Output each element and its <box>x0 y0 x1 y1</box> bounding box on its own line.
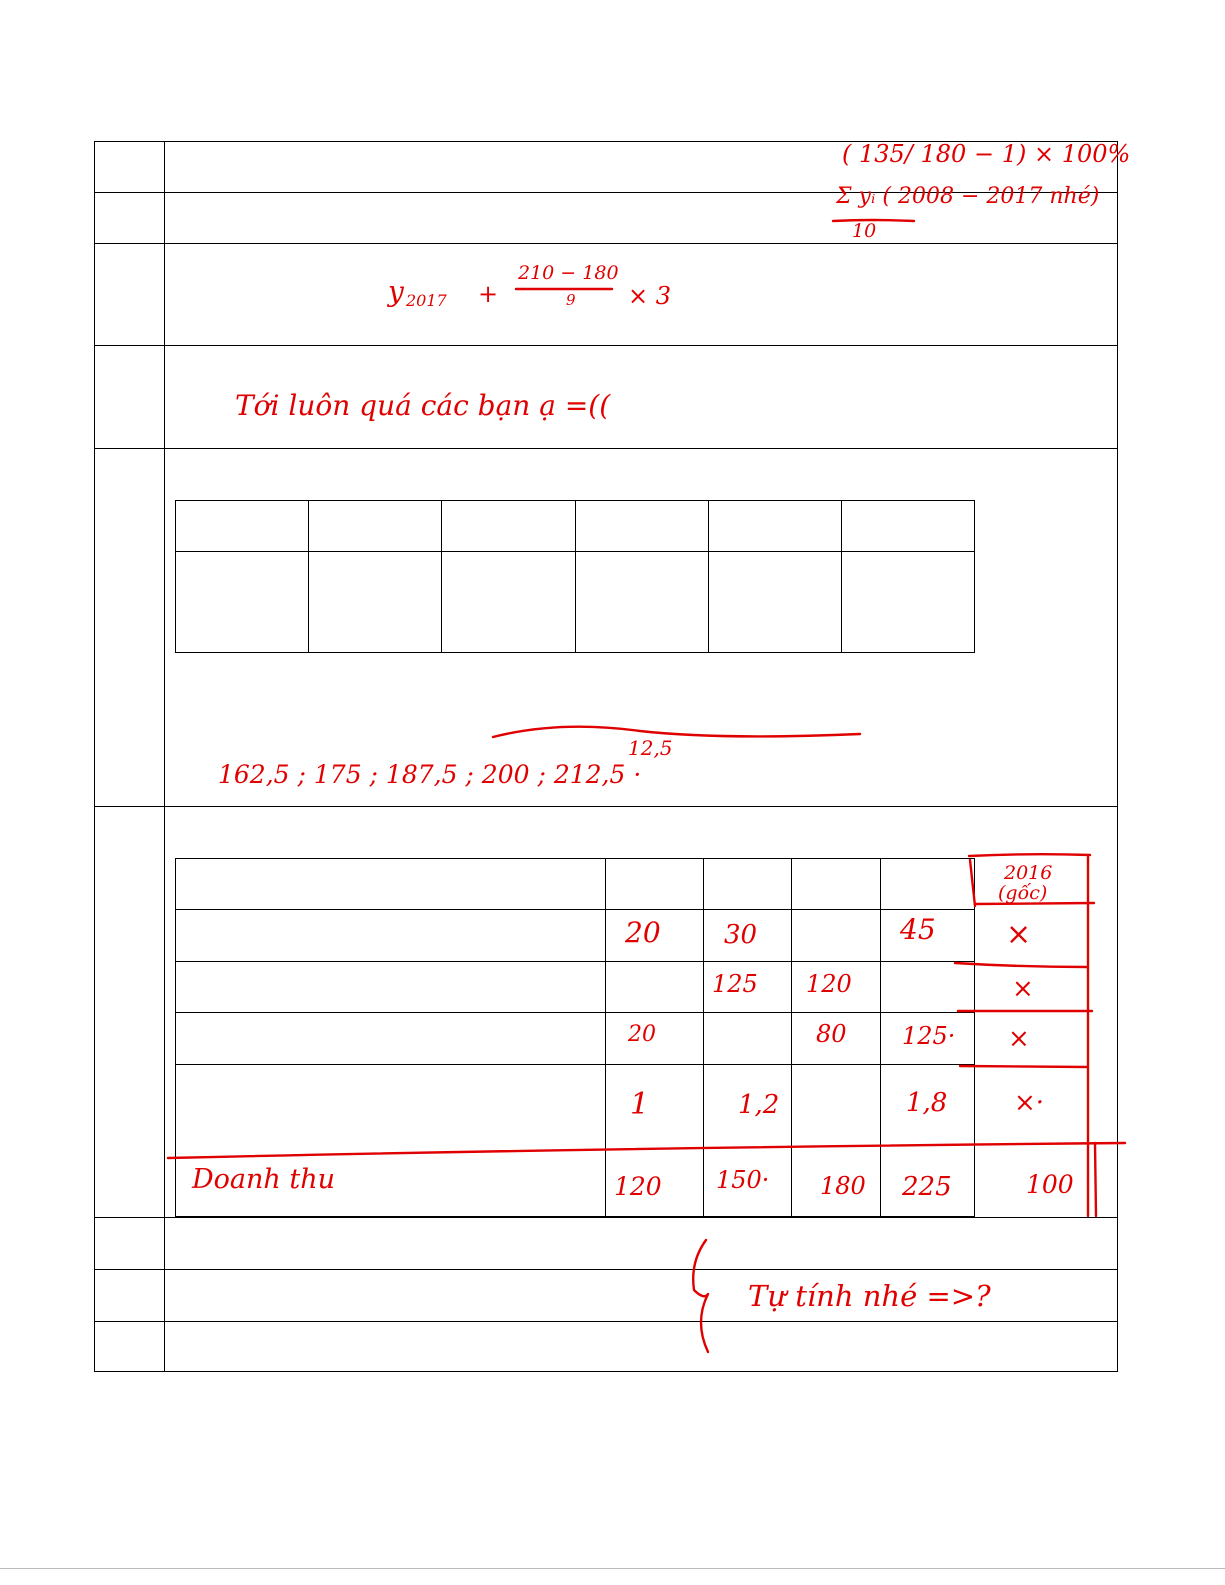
footer-rule <box>0 1568 1225 1569</box>
table2-r4-c4: 1,8 <box>906 1088 948 1118</box>
table2-revenue-c5: 100 <box>1026 1170 1074 1199</box>
table2-r3-c3: 80 <box>816 1020 847 1048</box>
table2-r1-c5: × <box>1006 917 1032 952</box>
inner-table-1-col-divider-2 <box>441 500 442 653</box>
row5-step-value: 12,5 <box>628 736 673 760</box>
inner-table-2-row-divider-3 <box>175 1012 975 1013</box>
table2-r3-c5: × <box>1008 1024 1030 1054</box>
inner-table-2-col-divider-3 <box>791 858 792 1217</box>
inner-table-2-row-divider-2 <box>175 961 975 962</box>
table2-r2-c2: 125 <box>712 970 758 998</box>
table2-extra-header-line1: 2016 <box>1004 862 1053 884</box>
row3-forecast-year: 2017 <box>406 291 447 310</box>
table2-revenue-c3: 180 <box>820 1172 866 1200</box>
answer-row-divider-6 <box>94 1217 1118 1218</box>
table2-r4-c1: 1 <box>630 1087 650 1122</box>
table2-revenue-c2: 150· <box>716 1166 770 1194</box>
table2-revenue-label: Doanh thu <box>192 1164 335 1195</box>
row3-fraction-denominator: 9 <box>566 291 576 309</box>
row3-forecast-base: y <box>388 275 404 308</box>
row2-fraction-denominator: 10 <box>852 220 877 242</box>
answer-row-divider-4 <box>94 448 1118 449</box>
table2-r2-c5: × <box>1012 974 1034 1004</box>
answer-table-column-divider <box>164 141 165 1372</box>
table2-r4-c2: 1,2 <box>738 1090 780 1120</box>
answer-row-divider-3 <box>94 345 1118 346</box>
table2-revenue-c1: 120 <box>614 1172 662 1201</box>
answer-row-divider-5 <box>94 806 1118 807</box>
row3-plus-sign: + <box>478 280 499 308</box>
row1-percent-change-formula: ( 135/ 180 − 1) × 100% <box>842 140 1131 168</box>
inner-table-1-col-divider-1 <box>308 500 309 653</box>
table2-r4-c5: ×· <box>1014 1088 1045 1118</box>
row7-note: Tự tính nhé =>? <box>748 1279 991 1313</box>
row2-sum-formula: Σ yᵢ ( 2008 − 2017 nhé) <box>836 184 1100 209</box>
inner-table-2-col-divider-4 <box>880 858 881 1217</box>
table2-r1-c2: 30 <box>724 920 758 950</box>
row5-values-list: 162,5 ; 175 ; 187,5 ; 200 ; 212,5 · <box>218 760 642 789</box>
answer-row-divider-2 <box>94 243 1118 244</box>
table2-r2-c3: 120 <box>806 970 852 998</box>
table2-r3-c4: 125· <box>902 1022 956 1050</box>
inner-table-1-col-divider-3 <box>575 500 576 653</box>
inner-table-1-col-divider-4 <box>708 500 709 653</box>
table2-extra-header-line2: (gốc) <box>998 882 1048 904</box>
answer-row-divider-7 <box>94 1269 1118 1270</box>
inner-table-2-row-divider-4 <box>175 1064 975 1065</box>
inner-table-1-col-divider-5 <box>841 500 842 653</box>
inner-table-2-col-divider-1 <box>605 858 606 1217</box>
row3-multiplier: × 3 <box>628 282 672 310</box>
row3-fraction-numerator: 210 − 180 <box>518 262 619 284</box>
answer-row-divider-8 <box>94 1321 1118 1322</box>
table2-revenue-c4: 225 <box>902 1172 952 1202</box>
table2-r1-c1: 20 <box>625 916 661 949</box>
table2-r1-c4: 45 <box>900 913 936 946</box>
inner-table-2-row-divider-1 <box>175 909 975 910</box>
row4-note: Tới luôn quá các bạn ạ =(( <box>235 389 611 422</box>
inner-table-2-col-divider-2 <box>703 858 704 1217</box>
table2-r3-c1: 20 <box>628 1022 656 1047</box>
